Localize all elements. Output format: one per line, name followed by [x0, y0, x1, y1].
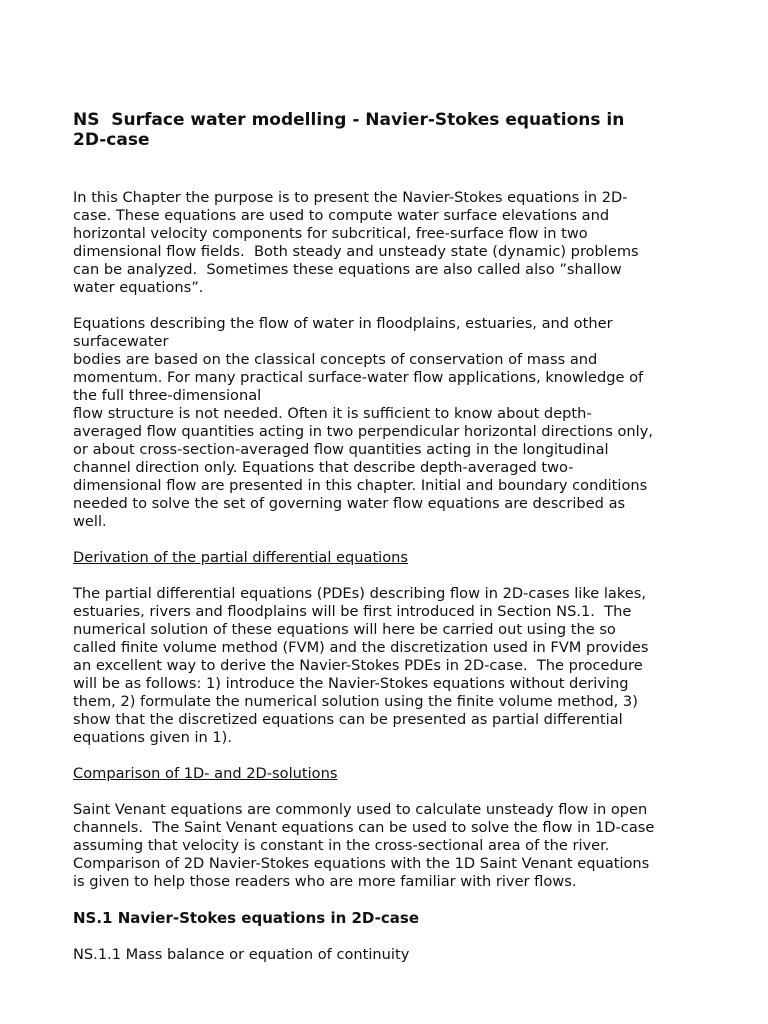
subsection-heading-ns11: NS.1.1 Mass balance or equation of continuity [73, 946, 410, 963]
text-line: The partial differential equations (PDEs) describing flow in 2D-cases like lakes, [73, 585, 647, 602]
text-line: assuming that velocity is constant in the cross-sectional area of the river. [73, 837, 610, 854]
text-line: Comparison of 2D Navier-Stokes equations with the 1D Saint Venant equations [73, 855, 650, 872]
text-line: dimensional flow fields. Both steady and unsteady state (dynamic) problems [73, 243, 639, 260]
text-line: numerical solution of these equations will here be carried out using the so [73, 621, 616, 638]
comparison-paragraph [73, 801, 703, 891]
text-line: In this Chapter the purpose is to present the Navier-Stokes equations in 2D- [73, 189, 628, 206]
text-line: Saint Venant equations are commonly used to calculate unsteady flow in open [73, 801, 648, 818]
text-line: needed to solve the set of governing water flow equations are described as [73, 495, 626, 512]
text-line: them, 2) formulate the numerical solution using the finite volume method, 3) [73, 693, 638, 710]
text-line: channel direction only. Equations that describe depth-averaged two- [73, 459, 574, 476]
text-line: surfacewater [73, 333, 169, 350]
title-line: NS Surface water modelling - Navier-Stokes equations in [73, 110, 625, 130]
text-line: momentum. For many practical surface-water flow applications, knowledge of [73, 369, 644, 386]
text-line: water equations”. [73, 279, 204, 296]
text-line: an excellent way to derive the Navier-Stokes PDEs in 2D-case. The procedure [73, 657, 643, 674]
document-title [73, 110, 703, 150]
text-line: horizontal velocity components for subcritical, free-surface flow in two [73, 225, 588, 242]
text-line: or about cross-section-averaged flow quantities acting in the longitudinal [73, 441, 609, 458]
text-line: is given to help those readers who are more familiar with river flows. [73, 873, 577, 890]
text-line: channels. The Saint Venant equations can be used to solve the flow in 1D-case [73, 819, 655, 836]
intro-paragraph [73, 189, 703, 297]
text-line: show that the discretized equations can be presented as partial differential [73, 711, 623, 728]
text-line: flow structure is not needed. Often it is sufficient to know about depth- [73, 405, 592, 422]
text-line: the full three-dimensional [73, 387, 262, 404]
text-line: dimensional flow are presented in this chapter. Initial and boundary conditions [73, 477, 648, 494]
equations-paragraph [73, 315, 703, 531]
text-line: will be as follows: 1) introduce the Navier-Stokes equations without deriving [73, 675, 629, 692]
text-line: estuaries, rivers and floodplains will be first introduced in Section NS.1. The [73, 603, 632, 620]
derivation-paragraph [73, 585, 703, 747]
text-line: called finite volume method (FVM) and the discretization used in FVM provides [73, 639, 649, 656]
comparison-heading: Comparison of 1D- and 2D-solutions [73, 765, 338, 782]
text-line: Equations describing the flow of water in floodplains, estuaries, and other [73, 315, 613, 332]
text-line: bodies are based on the classical concepts of conservation of mass and [73, 351, 598, 368]
text-line: case. These equations are used to compute water surface elevations and [73, 207, 610, 224]
text-line: equations given in 1). [73, 729, 233, 746]
title-line: 2D-case [73, 130, 150, 150]
text-line: well. [73, 513, 107, 530]
section-heading-ns1: NS.1 Navier-Stokes equations in 2D-case [73, 909, 419, 927]
text-line: averaged flow quantities acting in two perpendicular horizontal directions only, [73, 423, 653, 440]
derivation-heading: Derivation of the partial differential equations [73, 549, 409, 566]
document-page [73, 110, 703, 964]
text-line: can be analyzed. Sometimes these equations are also called also ”shallow [73, 261, 622, 278]
